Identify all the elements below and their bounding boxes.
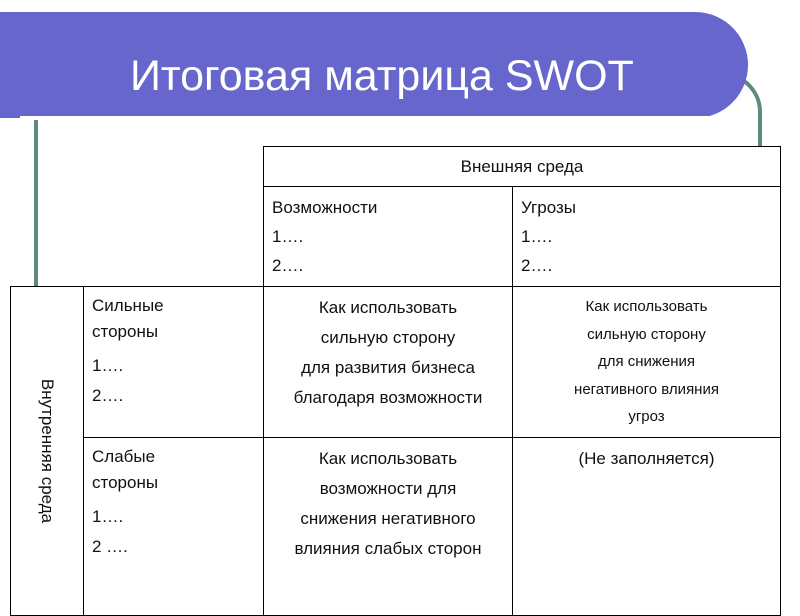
opportunities-header [264, 187, 513, 287]
swot-matrix-table [10, 146, 781, 616]
so-line-1: Как использовать [318, 298, 458, 317]
internal-environment-header [11, 287, 84, 616]
weaknesses-row-header [84, 437, 264, 615]
st-line-3: для снижения [597, 353, 696, 370]
st-line-2: сильную сторону [587, 325, 706, 343]
so-line-3: для развития бизнеса [301, 358, 475, 377]
wo-cell [264, 437, 513, 615]
opportunities-item-2: 2…. [272, 256, 304, 275]
slide-title: Итоговая матрица SWOT [130, 52, 634, 100]
opportunities-label: Возможности [272, 198, 378, 217]
threats-header [513, 187, 781, 287]
st-line-1: Как использовать [585, 298, 708, 315]
strengths-item-2: 2…. [92, 386, 124, 405]
weaknesses-label-line-1: Слабые [92, 446, 156, 466]
threats-item-2: 2…. [521, 256, 553, 275]
so-line-2: сильную сторону [320, 328, 456, 347]
wo-line-2: возможности для [319, 478, 457, 498]
weaknesses-item-1: 1…. [92, 506, 124, 526]
weaknesses-item-2: 2 …. [92, 536, 128, 556]
st-line-4: негативного влияния [574, 380, 719, 398]
wt-line-1: (Не заполняется) [578, 448, 715, 468]
table-corner-empty-2 [11, 187, 264, 287]
so-line-4: благодаря возможности [293, 388, 483, 407]
table-corner-empty [11, 147, 264, 187]
wo-line-4: влияния слабых сторон [294, 538, 482, 558]
weaknesses-label-line-2: стороны [92, 472, 159, 492]
wt-cell [513, 437, 781, 615]
st-cell [513, 287, 781, 438]
threats-label: Угрозы [521, 198, 576, 217]
strengths-item-1: 1…. [92, 356, 124, 375]
title-bar [0, 12, 748, 118]
wo-line-1: Как использовать [318, 448, 458, 468]
title-underline [20, 116, 710, 120]
threats-item-1: 1…. [521, 227, 553, 246]
strengths-row-header [84, 287, 264, 438]
wo-line-3: снижения негативного [300, 508, 476, 528]
st-line-5: угроз [628, 408, 665, 425]
strengths-label-line-1: Сильные [92, 296, 164, 315]
so-cell [264, 287, 513, 438]
strengths-label-line-2: стороны [92, 322, 159, 341]
external-environment-header: Внешняя среда [264, 147, 781, 187]
internal-environment-label: Внутренняя среда [38, 378, 57, 523]
opportunities-item-1: 1…. [272, 227, 304, 246]
